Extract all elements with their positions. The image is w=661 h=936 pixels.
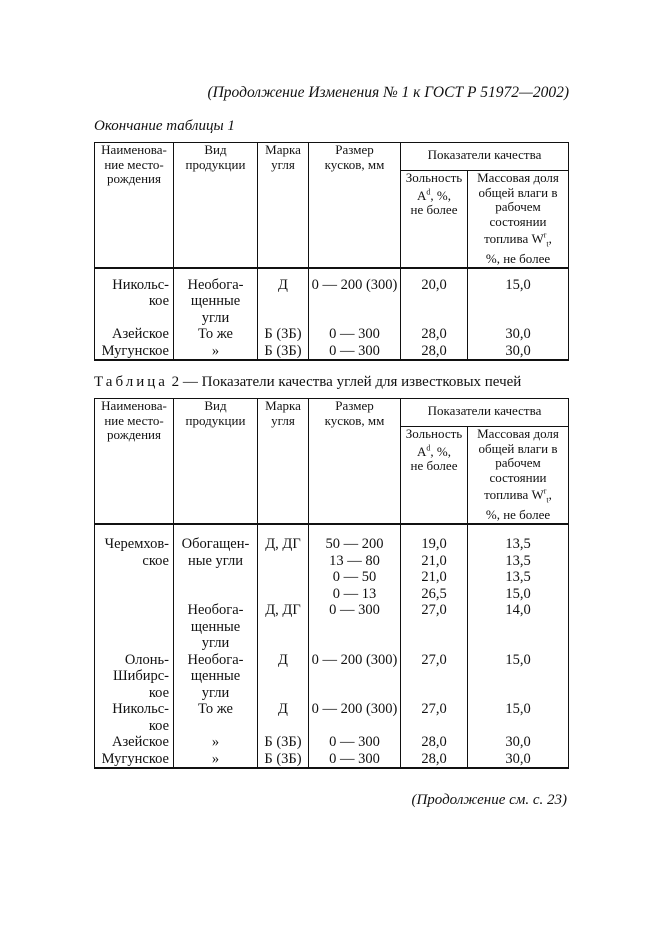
cell-grade: Б (3Б) (258, 734, 309, 751)
cell-moisture: 30,0 (468, 326, 569, 343)
cell-deposit: Никольс- кое (95, 268, 174, 327)
cell-size: 0 — 300 (309, 602, 401, 652)
table1-header-ash (401, 171, 468, 268)
table1-header-moisture (468, 171, 569, 268)
cell-moisture: 13,5 13,5 13,5 15,0 (468, 524, 569, 602)
cell-product: Необога- щенные угли (174, 268, 258, 327)
table2-header-product: Вид продукции (174, 399, 258, 525)
cell-ash: 28,0 (401, 326, 468, 343)
table-row (95, 602, 569, 652)
cell-deposit: Олонь- Шибирс- кое (95, 652, 174, 702)
cell-moisture: 30,0 (468, 734, 569, 751)
cell-ash: 20,0 (401, 268, 468, 327)
table2 (94, 398, 569, 769)
cell-ash: 28,0 (401, 734, 468, 751)
cell-size: 0 — 200 (300) (309, 652, 401, 702)
cell-grade: Б (3Б) (258, 326, 309, 343)
table-row (95, 343, 569, 361)
table1-header-deposit: Наименова- ние место- рождения (95, 143, 174, 268)
cell-ash: 28,0 (401, 751, 468, 769)
cell-size: 50 — 200 13 — 80 0 — 50 0 — 13 (309, 524, 401, 602)
cell-size: 0 — 300 (309, 343, 401, 361)
table1-header-size: Размер кусков, мм (309, 143, 401, 268)
table2-header-grade: Марка угля (258, 399, 309, 525)
cell-size: 0 — 200 (300) (309, 701, 401, 734)
cell-moisture: 14,0 (468, 602, 569, 652)
cell-ash: 27,0 (401, 652, 468, 702)
table2-header-ash (401, 427, 468, 525)
cell-ash: 27,0 (401, 701, 468, 734)
table1-header-moisture-text: Массовая доля общей влаги в рабочем состоянии топлива $W^r_t$, %, не более (477, 170, 559, 267)
cell-grade: Д (258, 268, 309, 327)
table1-header-product: Вид продукции (174, 143, 258, 268)
table1-caption: Окончание таблицы 1 (94, 118, 235, 134)
cell-grade: Б (3Б) (258, 343, 309, 361)
continuation-footer: (Продолжение см. с. 23) (411, 792, 567, 808)
table2-header-deposit: Наименова- ние место- рождения (95, 399, 174, 525)
cell-deposit: Никольс- кое (95, 701, 174, 734)
cell-ash: 19,0 21,0 21,0 26,5 (401, 524, 468, 602)
cell-deposit: Азейское (95, 734, 174, 751)
cell-deposit: Мугунское (95, 343, 174, 361)
cell-product: То же (174, 701, 258, 734)
table2-header-moisture (468, 427, 569, 525)
cell-deposit: Азейское (95, 326, 174, 343)
cell-moisture: 30,0 (468, 343, 569, 361)
cell-product: Необога- щенные угли (174, 652, 258, 702)
cell-product: » (174, 343, 258, 361)
table-row (95, 652, 569, 702)
cell-moisture: 15,0 (468, 268, 569, 327)
table2-caption: Таблица 2 — Показатели качества углей для известковых печей (94, 374, 522, 390)
table1-header-grade: Марка угля (258, 143, 309, 268)
cell-deposit: Мугунское (95, 751, 174, 769)
cell-size: 0 — 300 (309, 751, 401, 769)
cell-size: 0 — 300 (309, 734, 401, 751)
table2-header-quality: Показатели качества (401, 399, 569, 427)
table1 (94, 142, 569, 361)
cell-product: » (174, 751, 258, 769)
cell-moisture: 15,0 (468, 701, 569, 734)
table1-header-ash-text: Зольность $A^d$, %, не более (405, 170, 463, 218)
table-row (95, 326, 569, 343)
table2-header-ash-text: Зольность $A^d$, %, не более (405, 426, 463, 474)
table-row (95, 701, 569, 734)
cell-product: То же (174, 326, 258, 343)
cell-deposit (95, 602, 174, 652)
cell-ash: 28,0 (401, 343, 468, 361)
cell-grade: Д, ДГ (258, 524, 309, 602)
cell-ash: 27,0 (401, 602, 468, 652)
cell-grade: Д (258, 652, 309, 702)
table-row (95, 524, 569, 602)
cell-size: 0 — 300 (309, 326, 401, 343)
cell-grade: Б (3Б) (258, 751, 309, 769)
cell-grade: Д (258, 701, 309, 734)
cell-size: 0 — 200 (300) (309, 268, 401, 327)
cell-product: Обогащен- ные угли (174, 524, 258, 602)
cell-deposit: Черемхов- ское (95, 524, 174, 602)
continuation-header: (Продолжение Изменения № 1 к ГОСТ Р 51972—2002) (207, 84, 569, 101)
table1-header-quality: Показатели качества (401, 143, 569, 171)
cell-grade: Д, ДГ (258, 602, 309, 652)
cell-moisture: 15,0 (468, 652, 569, 702)
cell-moisture: 30,0 (468, 751, 569, 769)
table2-header-moisture-text: Массовая доля общей влаги в рабочем состоянии топлива $W^r_t$, %, не более (477, 426, 559, 523)
cell-product: » (174, 734, 258, 751)
table-row (95, 751, 569, 769)
table2-header-size: Размер кусков, мм (309, 399, 401, 525)
table-row (95, 268, 569, 327)
table-row (95, 734, 569, 751)
cell-product: Необога- щенные угли (174, 602, 258, 652)
